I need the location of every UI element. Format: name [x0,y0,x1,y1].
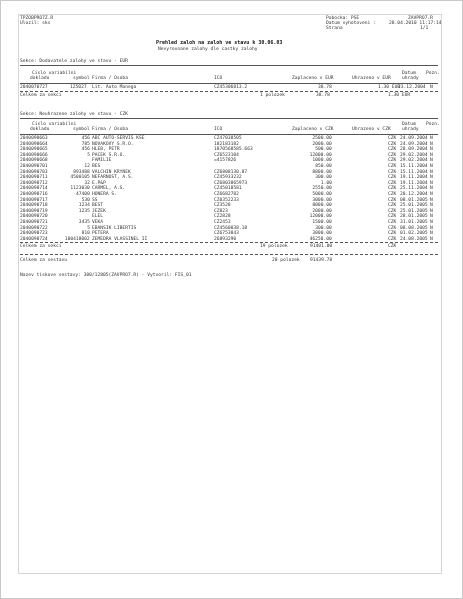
section-total-currency: CZK [388,244,397,249]
cell-amount: 12000.00 [309,214,332,220]
cell-date: 24.09.2004 [400,141,428,147]
cell-firm: ABC AUTO-SERVIS KSE [92,136,145,141]
cell-doc: 2040090712 [20,180,48,186]
section-total-currency: 1.30 EUR [388,93,411,98]
cell-note: N [430,164,433,169]
cell-firm: NEFARNOST, A.S. [92,175,134,181]
cell-vs: 12 [84,164,90,169]
grand-total-label: Celkem za sestavu [20,258,68,263]
cell-vs: 1235 [78,208,90,214]
cell-currency: CZK [388,214,397,220]
cell-amount: 2550.00 [312,186,332,192]
section-title: Sekce: Dodavatele zalohy ve stavu - EUR [20,59,128,64]
cell-date: 28.01.2005 [400,214,428,220]
cell-date: 15.11.2004 [400,169,428,175]
divider [20,254,438,255]
cell-date: 15.11.2004 [400,164,428,169]
cell-doc: 2040090721 [20,220,48,225]
column-header-date: Datum [402,71,416,76]
cell-vs: 1123030 [70,186,90,192]
section-total-amount: 91401.00 [310,244,333,249]
cell-currency: CZK [388,175,397,181]
section-total-amount: 38.78 [316,93,330,98]
cell-firm: VALCHIN KRYNEK [92,169,131,175]
cell-amount: 300.00 [315,175,332,181]
cell-firm: NOVAKOVY S.R.O. [92,141,134,147]
cell-ico: CZ6808130.87 [214,169,248,175]
cell-currency: CZK [388,208,397,214]
divider [20,118,438,119]
cell-firm: FAMILIE [92,158,112,164]
cell-note: N [430,236,433,242]
cell-ico: CZ45306813.2 [214,85,248,90]
report-footer: Nazev tiskove sestavy: 300/12805(ZAVPRO7.R) - Vytvoril: FIS_01 [20,273,192,278]
cell-note: N [430,220,433,225]
divider [20,65,438,66]
cell-firm: EBANSIK LIBERTIS [92,225,137,231]
cell-amount: 2000.00 [312,208,332,214]
cell-currency: CZK [388,231,397,237]
cell-note: N [430,169,433,175]
cell-firm: E.P&P [92,180,106,186]
divider [20,91,438,92]
cell-ico: CZ6753843 [214,231,239,237]
cell-note: N [430,203,433,209]
column-header-firm: Firma / Osoba [92,127,128,132]
cell-vs: 4500105 [70,175,90,181]
cell-date: 25.01.2005 [400,203,428,209]
cell-currency: CZK [388,169,397,175]
cell-note: N [430,85,433,90]
cell-firm: SS [92,197,98,203]
divider [20,134,438,135]
column-header-note: Pozn. [426,71,440,76]
section-total-count: 1 polozek [260,93,285,98]
cell-ico: CZ6523104 [214,152,239,158]
cell-currency: CZK [388,147,397,153]
cell-date: 24.09.2004 [400,136,428,141]
page-label: Strana [326,26,343,31]
column-header-doc: Cislo variabilni [32,122,77,127]
cell-doc: 2040090668 [20,158,48,164]
report-id: TPZOBPRO7Z.R [20,16,54,21]
cell-currency: CZK [388,180,397,186]
cell-note: N [430,186,433,192]
cell-amount: 1000.00 [312,158,332,164]
cell-firm: BES [92,164,101,169]
cell-doc: 2040090663 [20,136,48,141]
column-header-vs: symbol [73,127,90,132]
cell-note: N [430,214,433,220]
cell-amount: 2000.00 [312,141,332,147]
report-title: Prehled zaloh na zaloh ve stavu k 30.06.03 [156,40,283,46]
section-total-count: 19 polozek [260,244,288,249]
cell-date: 25.11.2004 [400,186,428,192]
cell-date: 08.01.2005 [400,197,428,203]
cell-firm: HLEB, PETR [92,147,120,153]
cell-doc: 2040090665 [20,147,48,153]
cell-date: 25.01.2005 [400,208,428,214]
cell-doc: 2040090718 [20,203,48,209]
page-number: 1/1 [420,26,429,31]
cell-doc: 2040090724 [20,236,48,242]
cell-note: N [430,208,433,214]
cell-amount: 2500.00 [312,136,332,141]
cell-ico: CZ823 [214,208,228,214]
cell-ico: CZ4560038.18 [214,225,248,231]
divider [20,242,438,243]
cell-ico: CZ6803865973 [214,180,248,186]
column-header-paid: Uhrazeno v EUR [352,76,391,81]
cell-ico: CZ45933232 [214,175,242,181]
cell-ico: 26893290 [214,236,237,242]
cell-vs: 100418002 [64,236,90,242]
cell-amount: 46250.00 [309,236,332,242]
column-header-date: Datum [402,122,416,127]
cell-ico: CZ45018581 [214,186,242,192]
cell-firm: BEST [92,203,104,209]
column-header-doc: Cislo variabilni [32,71,77,76]
cell-firm: JEZEK [92,208,106,214]
cell-doc: 2040090723 [20,231,48,237]
cell-amount: 38.78 [318,85,332,90]
cell-ico: CZ0352233 [214,197,239,203]
cell-currency: CZK [388,220,397,225]
cell-vs: 1234 [78,203,90,209]
cell-firm: ZEMEDRA VLASSINEL II [92,236,148,242]
cell-amount: 5000.00 [312,192,332,197]
created-date: 28.04.2010 11:17:14 [389,21,442,26]
cell-note: N [430,175,433,181]
column-header-doc: dokladu [30,127,50,132]
cell-note: N [430,158,433,164]
cell-firm: PETERA [92,231,109,237]
branch-label: Pobocka: PSE [326,16,360,21]
created-by: Ulozil: sks [20,21,51,26]
cell-currency: CZK [388,225,397,231]
report-code: ZAVPRO7.R [408,16,433,21]
created-date-label: Datum vyhotoveni : [326,21,376,26]
cell-vs: 810 [81,231,90,237]
section-total-label: Celkem za sekci [20,93,62,98]
column-header-ico: ICO [214,76,223,81]
report-sheet [18,14,442,574]
column-header-vs: symbol [73,76,90,81]
cell-amount: 8800.00 [312,169,332,175]
grand-total-count: 20 polozek [272,258,300,263]
cell-firm: HONERA S. [92,192,117,197]
cell-note: N [430,197,433,203]
cell-note: N [430,141,433,147]
cell-currency: CZK [388,152,397,158]
cell-vs: 456 [81,136,90,141]
cell-vs: 32 [84,180,90,186]
cell-amount: 3000.00 [312,197,332,203]
cell-date: 19.11.2004 [400,175,428,181]
cell-vs: 47400 [76,192,90,197]
cell-doc: 2040090714 [20,186,48,192]
cell-date: 29.02.2004 [400,152,428,158]
cell-note: N [430,152,433,158]
cell-amount: 8000.00 [312,203,332,209]
cell-currency: CZK [388,158,397,164]
cell-doc: 2040090716 [20,192,48,197]
cell-currency: CZK [388,186,397,192]
cell-amount: 500.00 [315,147,332,153]
column-header-ico: ICO [214,127,223,132]
cell-vs: 530 [81,197,90,203]
cell-doc: 2040090703 [20,169,48,175]
cell-firm: VEKA [92,220,104,225]
column-header-date: uhrady [402,76,419,81]
cell-firm: PACEK S.R.O. [92,152,126,158]
cell-paid: 1.30 EUR [378,85,401,90]
cell-vs: 456 [81,147,90,153]
cell-date: 20.12.2004 [400,192,428,197]
column-header-date: uhrady [402,127,419,132]
cell-date: 08.08.2005 [400,225,428,231]
column-header-doc: dokladu [30,76,50,81]
cell-date: 23.12.2004 [398,85,426,90]
cell-date: 19.11.2004 [400,180,428,186]
cell-date: 01.02.2005 [400,231,428,237]
cell-vs: 125027 [70,85,87,90]
cell-vs: 5 [87,152,90,158]
cell-doc: 2040090701 [20,164,48,169]
column-header-firm: Firma / Osoba [92,76,128,81]
cell-amount: 1.00 [320,180,332,186]
cell-ico: CZ47038505 [214,136,242,141]
cell-currency: CZK [388,192,397,197]
cell-doc: 2040090666 [20,152,48,158]
cell-ico: CZ2828 [214,214,231,220]
cell-currency: CZK [388,141,397,147]
cell-amount: 850.00 [315,164,332,169]
cell-doc: 2040090711 [20,175,48,181]
cell-doc: 2040090719 [20,208,48,214]
cell-ico: CZ3528 [214,203,231,209]
column-header-amount: Zaplaceno v EUR [292,76,334,81]
cell-ico: CZ2453 [214,220,231,225]
cell-currency: CZK [388,197,397,203]
cell-amount: 1500.00 [312,220,332,225]
cell-date: 24.08.2005 [400,236,428,242]
cell-vs: 5 [87,225,90,231]
cell-note: N [430,147,433,153]
cell-currency: CZK [388,164,397,169]
cell-currency: CZK [388,136,397,141]
cell-doc: 2040090720 [20,214,48,220]
cell-firm: CARMEL, A.S. [92,186,126,192]
cell-note: N [430,225,433,231]
cell-date: 29.02.2004 [400,158,428,164]
column-header-note: Pozn. [426,122,440,127]
cell-doc: 2040070727 [20,85,48,90]
cell-doc: 2040090664 [20,141,48,147]
cell-note: N [430,192,433,197]
cell-amount: 300.00 [315,225,332,231]
cell-doc: 2040090722 [20,225,48,231]
column-header-paid: Uhrazeno v CZK [352,127,391,132]
cell-note: N [430,136,433,141]
report-subtitle: Nevyrovnane zalohy dle castky zalohy [158,47,258,52]
cell-date: 31.01.2005 [400,220,428,225]
cell-firm: Lit. Auto Manega [92,85,137,90]
cell-ico: CZ6682782 [214,192,239,197]
cell-vs: 893488 [73,169,90,175]
cell-vs: 3435 [78,220,90,225]
cell-note: N [430,180,433,186]
cell-ico: 1870568585.663 [214,147,253,153]
cell-currency: CZK [388,236,397,242]
cell-currency: CZK [388,203,397,209]
cell-ico: 182183182 [214,141,239,147]
cell-doc: 2040090717 [20,197,48,203]
cell-ico: =4157826 [214,158,237,164]
section-title: Sekce: Neuhrazene zalohy ve stavu - CZK [20,112,128,117]
grand-total-amount: 91439.78 [310,258,333,263]
cell-vs: 785 [81,141,90,147]
cell-firm: ELEL [92,214,104,220]
cell-note: N [430,231,433,237]
column-header-amount: Zaplaceno v CZK [292,127,334,132]
cell-amount: 3000.00 [312,231,332,237]
cell-date: 28.09.2004 [400,147,428,153]
section-total-label: Celkem za sekci [20,244,62,249]
divider [20,83,438,84]
cell-amount: 12000.00 [309,152,332,158]
